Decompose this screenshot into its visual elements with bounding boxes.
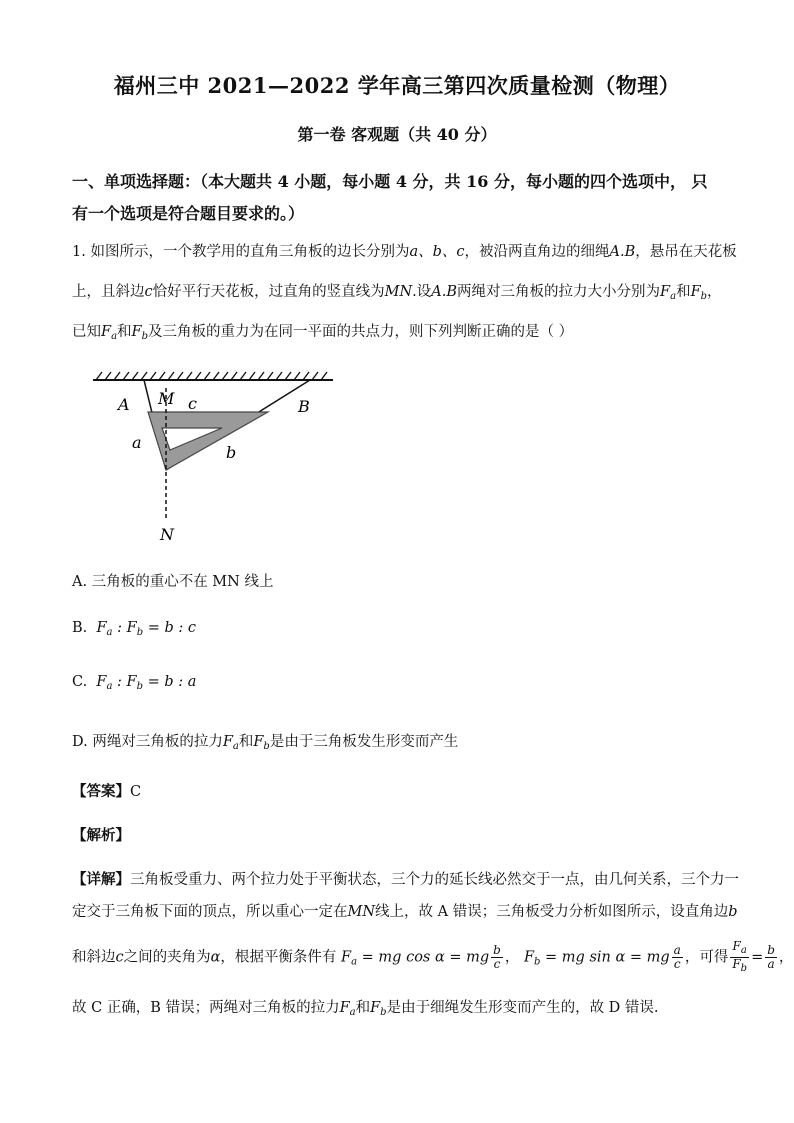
label-B: B <box>298 397 310 416</box>
question-number: 1. <box>72 244 86 260</box>
answer-tag: 【答案】 <box>72 783 130 800</box>
label-A: A <box>118 395 130 414</box>
detail-line-2: 定交于三角板下面的顶点，所以重心一定在MN线上，故 A 错误；三角板受力分析如图所示，设直角边b <box>72 904 738 920</box>
analysis-line <box>72 824 130 845</box>
question-line-2: 上，且斜边c恰好平行天花板，过直角的竖直线为MN.设A.B两绳对三角板的拉力大小分别为$F_a$和$F_b$， <box>72 284 722 302</box>
triangle-figure <box>88 370 348 550</box>
detail-line-1: 【详解】三角板受重力、两个拉力处于平衡状态，三个力的延长线必然交于一点，由几何关系，三个力一 <box>72 871 739 888</box>
section-subtitle: 第一卷 客观题（共 40 分） <box>297 125 497 144</box>
answer-value: C <box>130 784 142 800</box>
fraction-a-over-c: $\frac{a}{c}$ <box>673 943 681 971</box>
label-a: a <box>132 433 142 452</box>
detail-tag: 【详解】 <box>72 871 130 888</box>
question-line-3: 已知$F_a$和$F_b$及三角板的重力为在同一平面的共点力，则下列判断正确的是（ ） <box>72 324 574 342</box>
section-heading-line1: 一、单项选择题：（本大题共 4 小题，每小题 4 分，共 16 分，每小题的四个选项中， 只 <box>72 172 708 191</box>
label-c: c <box>188 394 197 413</box>
label-N: N <box>160 525 174 544</box>
option-b[interactable]: B. $F_a$ : $F_b = b$ : c <box>72 620 196 638</box>
fraction-b-over-a: $\frac{b}{a}$ <box>767 943 775 971</box>
option-a[interactable]: A. 三角板的重心不在 MN 线上 <box>72 574 274 590</box>
option-c[interactable]: C. $F_a$ : $F_b = b$ : a <box>72 674 197 692</box>
option-d[interactable]: D. 两绳对三角板的拉力$F_a$和$F_b$是由于三角板发生形变而产生 <box>72 734 459 752</box>
page-title: 福州三中 2021—2022 学年高三第四次质量检测（物理） <box>113 73 681 98</box>
label-M: M <box>158 389 175 408</box>
fraction-b-over-c: $\frac{b}{c}$ <box>493 943 501 971</box>
ceiling <box>93 372 333 380</box>
section-heading-line2: 有一个选项是符合题目要求的。） <box>72 204 305 223</box>
answer-line <box>72 780 141 801</box>
fraction-fa-over-fb: $\frac{F_a}{F_b}$ <box>732 939 748 974</box>
question-line-1: 1. 如图所示，一个教学用的直角三角板的边长分别为a、b、c，被沿两直角边的细绳A.B，悬吊在天花板 <box>72 244 737 260</box>
detail-line-4: 故 C 正确，B 错误；两绳对三角板的拉力$F_a$和$F_b$是由于细绳发生形变而产生的，故 D 错误. <box>72 1000 659 1018</box>
analysis-tag: 【解析】 <box>72 827 130 844</box>
section-heading <box>72 166 732 230</box>
label-b: b <box>226 443 237 462</box>
detail-line-3: 和斜边c之间的夹角为α，根据平衡条件有 $F_a$ = mg cos α = mg $\frac{b}{c}$ ， $F_b$ = mg sin α = mg $\frac{a}{c}$ ，可得 $\frac{F_a}{F_b}$ = $\frac{b}{a}$ ， <box>72 939 794 974</box>
